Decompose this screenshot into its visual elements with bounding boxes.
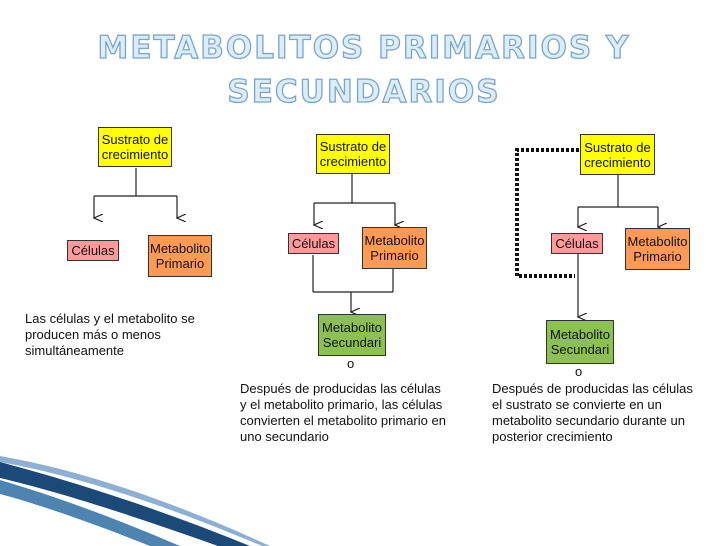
- diagram-1-primary-box: Metabolito Primario: [148, 235, 212, 277]
- diagram-1-cells-box: Células: [67, 240, 119, 261]
- diagram-3-secondary-box: Metabolito Secundari: [546, 320, 614, 364]
- diagram-2-substrate-box: Sustrato de crecimiento: [316, 134, 390, 174]
- diagram-2-description: Después de producidas las células y el metabolito primario, las células convierten el metabolito primario en uno secundario: [240, 381, 446, 444]
- diagram-2-secondary-box: Metabolito Secundari: [318, 314, 386, 356]
- diagram-3-secondary-overflow: o: [575, 364, 583, 379]
- diagram-2-secondary-overflow: o: [347, 356, 355, 371]
- diagram-2-cells-box: Células: [288, 233, 339, 254]
- diagram-1-substrate-box: Sustrato de crecimiento: [98, 127, 172, 167]
- title-line-2: SECUNDARIOS: [227, 74, 501, 110]
- diagram-3-substrate-box: Sustrato de crecimiento: [580, 134, 655, 175]
- diagram-3-cells-box: Células: [551, 233, 603, 254]
- diagram-2-primary-box: Metabolito Primario: [362, 227, 427, 269]
- title-line-1: METABOLITOS PRIMARIOS Y: [97, 30, 631, 66]
- diagram-3-description: Después de producidas las células el sustrato se convierte en un metabolito secundario durante un posterior crecimiento: [492, 381, 693, 444]
- diagram-3-primary-box: Metabolito Primario: [625, 228, 690, 270]
- diagram-1-description: Las células y el metabolito se producen más o menos simultáneamente: [25, 311, 195, 358]
